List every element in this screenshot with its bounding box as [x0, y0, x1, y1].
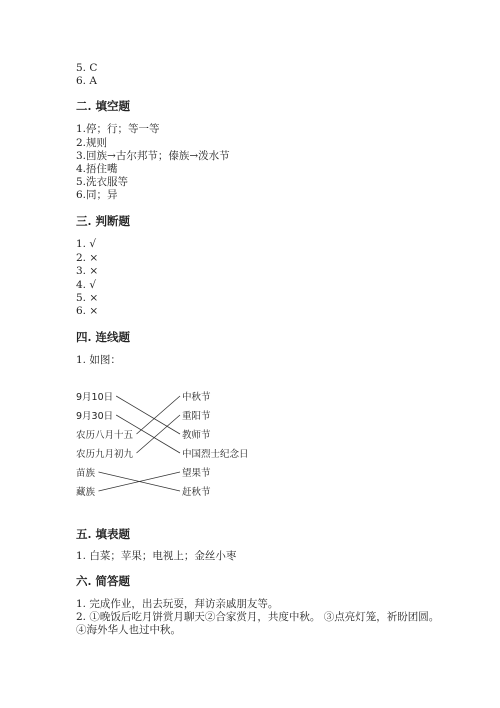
- matching-left-item-3: 农历八月十五: [76, 430, 134, 441]
- choice-answer-5: 5. C: [76, 62, 98, 74]
- matching-left-item-1: 9月10日: [76, 392, 114, 403]
- matching-line-1: [116, 396, 180, 434]
- true-false-answer-6: 6. ×: [76, 305, 99, 317]
- matching-intro: 1. 如图：: [76, 354, 121, 366]
- true-false-answer-3: 3. ×: [76, 265, 99, 277]
- matching-left-item-6: 藏族: [76, 487, 96, 498]
- section-heading-matching: 四. 连线题: [76, 330, 131, 344]
- matching-right-item-1: 中秋节: [182, 392, 211, 403]
- short-answer-2: 2. ①晚饭后吃月饼赏月聊天②合家赏月，共度中秋。 ③点亮灯笼，祈盼团圆。: [76, 611, 440, 623]
- matching-left-item-4: 农历九月初九: [76, 449, 134, 460]
- short-answer-2-continued: ④海外华人也过中秋。: [76, 624, 181, 636]
- fill-blank-answer-3: 3.回族→古尔邦节；傣族→泼水节: [76, 150, 230, 162]
- section-heading-true-false: 三. 判断题: [76, 214, 131, 228]
- fill-blank-answer-4: 4.捂住嘴: [76, 163, 118, 175]
- section-heading-fill-blank: 二. 填空题: [76, 99, 131, 113]
- matching-right-item-2: 重阳节: [182, 411, 211, 422]
- matching-left-item-5: 苗族: [76, 468, 96, 479]
- fill-blank-answer-1: 1.停；行；等一等: [76, 123, 160, 135]
- section-heading-table-fill: 五. 填表题: [76, 527, 131, 541]
- matching-left-item-2: 9月30日: [76, 411, 114, 422]
- fill-blank-answer-5: 5.洗衣服等: [76, 176, 129, 188]
- matching-line-3: [137, 396, 180, 434]
- true-false-answer-2: 2. ×: [76, 252, 99, 264]
- short-answer-1: 1. 完成作业，出去玩耍，拜访亲戚朋友等。: [76, 598, 279, 610]
- true-false-answer-1: 1. √: [76, 238, 97, 250]
- matching-right-item-5: 望果节: [182, 468, 211, 479]
- matching-right-item-6: 赶秋节: [182, 487, 211, 498]
- true-false-answer-4: 4. √: [76, 279, 97, 291]
- matching-right-item-3: 教师节: [182, 430, 211, 441]
- section-heading-short-answer: 六. 简答题: [76, 574, 131, 588]
- choice-answer-6: 6. A: [76, 75, 97, 87]
- true-false-answer-5: 5. ×: [76, 292, 99, 304]
- table-fill-answer-1: 1. 白菜；苹果；电视上；金丝小枣: [76, 550, 237, 562]
- fill-blank-answer-6: 6.同；异: [76, 189, 118, 201]
- fill-blank-answer-2: 2.规则: [76, 137, 108, 149]
- matching-right-item-4: 中国烈士纪念日: [182, 449, 249, 460]
